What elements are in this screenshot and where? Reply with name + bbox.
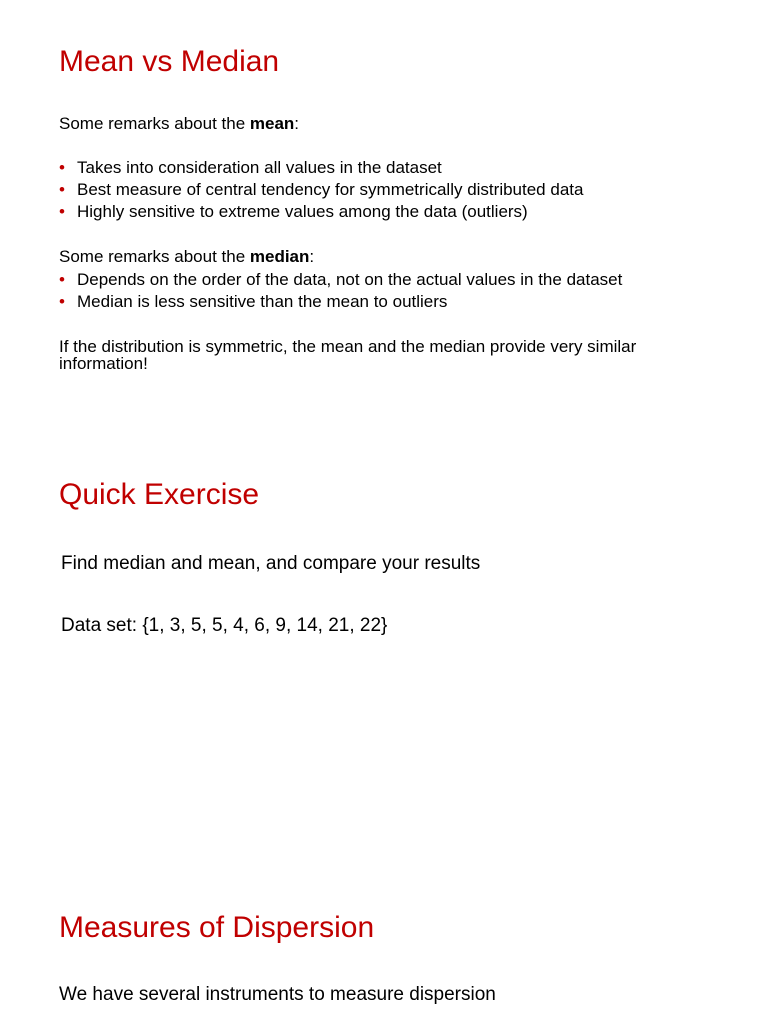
exercise-data-set: Data set: {1, 3, 5, 5, 4, 6, 9, 14, 21, 22} [61, 615, 388, 636]
list-item [59, 157, 583, 179]
bullet-icon: • [59, 292, 65, 311]
list-item-text: Depends on the order of the data, not on the actual values in the dataset [77, 270, 623, 289]
bullet-icon: • [59, 202, 65, 221]
list-item [59, 179, 583, 201]
list-item-text: Best measure of central tendency for symmetrically distributed data [77, 180, 584, 199]
list-item [59, 201, 583, 223]
bullet-icon: • [59, 270, 65, 289]
median-remarks-list [59, 269, 622, 313]
list-item-text: Highly sensitive to extreme values among the data (outliers) [77, 202, 528, 221]
slide-title: Measures of Dispersion [59, 911, 375, 944]
mean-intro-suffix: : [294, 114, 300, 133]
slide-title: Mean vs Median [59, 45, 280, 78]
list-item-text: Takes into consideration all values in the dataset [77, 158, 442, 177]
exercise-instruction: Find median and mean, and compare your results [61, 553, 481, 574]
median-remarks-intro [59, 247, 314, 267]
slide-mean-vs-median [0, 0, 768, 433]
bullet-icon: • [59, 158, 65, 177]
mean-remarks-intro [59, 114, 299, 134]
slide-measures-of-dispersion [0, 866, 768, 1024]
symmetric-conclusion: If the distribution is symmetric, the mean and the median provide very similar information! [59, 337, 637, 373]
list-item-text: Median is less sensitive than the mean to outliers [77, 292, 448, 311]
slide-title: Quick Exercise [59, 478, 260, 511]
mean-intro-keyword: mean [249, 114, 295, 133]
slide-quick-exercise [0, 433, 768, 866]
median-intro-keyword: median [249, 247, 310, 266]
bullet-icon: • [59, 180, 65, 199]
median-intro-prefix: Some remarks about the [59, 247, 250, 266]
dispersion-intro: We have several instruments to measure dispersion [59, 984, 496, 1005]
list-item [59, 291, 622, 313]
mean-remarks-list [59, 157, 583, 223]
list-item [59, 269, 622, 291]
mean-intro-prefix: Some remarks about the [59, 114, 250, 133]
median-intro-suffix: : [309, 247, 315, 266]
